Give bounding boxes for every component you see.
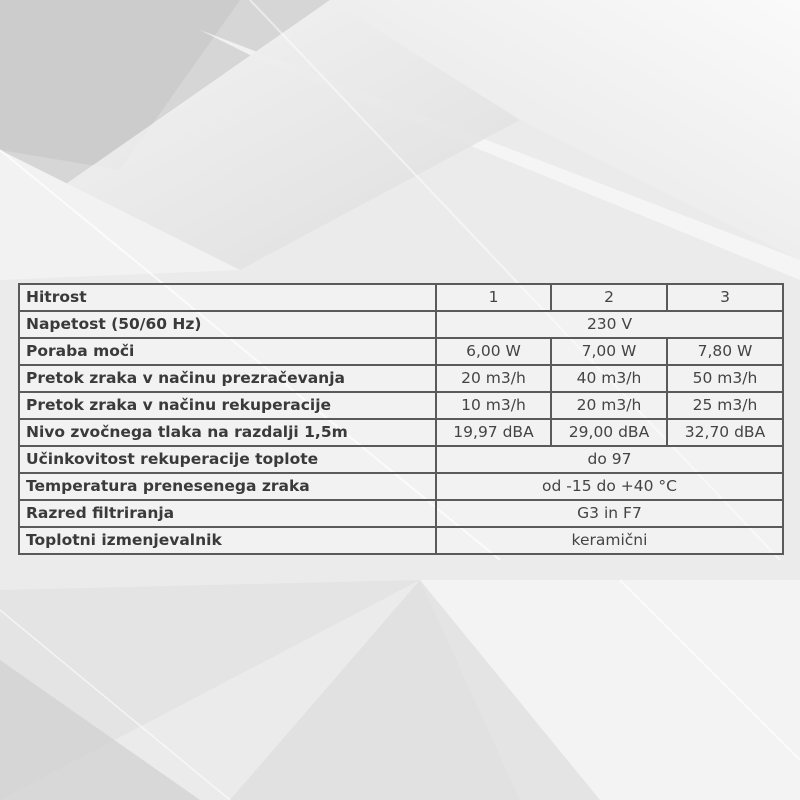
row-label: Napetost (50/60 Hz) [19,311,436,338]
row-label: Temperatura prenesenega zraka [19,473,436,500]
table-row-speed [19,284,783,311]
airflow-rec-3-cell: 25 m3/h [667,392,783,419]
speed-1-cell: 1 [436,284,551,311]
table-row-temperature [19,473,783,500]
table-row-power [19,338,783,365]
table-row-filtration [19,500,783,527]
specification-table [18,283,784,555]
row-label: Pretok zraka v načinu rekuperacije [19,392,436,419]
noise-1-cell: 19,97 dBA [436,419,551,446]
airflow-vent-1-cell: 20 m3/h [436,365,551,392]
power-1-cell: 6,00 W [436,338,551,365]
table-row-voltage [19,311,783,338]
efficiency-cell: do 97 [436,446,783,473]
row-label: Pretok zraka v načinu prezračevanja [19,365,436,392]
table-row-efficiency [19,446,783,473]
airflow-rec-1-cell: 10 m3/h [436,392,551,419]
row-label: Nivo zvočnega tlaka na razdalji 1,5m [19,419,436,446]
power-3-cell: 7,80 W [667,338,783,365]
table-row-airflow-recovery [19,392,783,419]
heat-exchanger-cell: keramični [436,527,783,554]
table-row-airflow-ventilation [19,365,783,392]
table-row-noise [19,419,783,446]
airflow-vent-3-cell: 50 m3/h [667,365,783,392]
temperature-cell: od -15 do +40 °C [436,473,783,500]
airflow-rec-2-cell: 20 m3/h [551,392,667,419]
row-label: Toplotni izmenjevalnik [19,527,436,554]
row-label: Hitrost [19,284,436,311]
noise-3-cell: 32,70 dBA [667,419,783,446]
voltage-cell: 230 V [436,311,783,338]
airflow-vent-2-cell: 40 m3/h [551,365,667,392]
table-row-heat-exchanger [19,527,783,554]
row-label: Poraba moči [19,338,436,365]
row-label: Učinkovitost rekuperacije toplote [19,446,436,473]
speed-2-cell: 2 [551,284,667,311]
filtration-cell: G3 in F7 [436,500,783,527]
noise-2-cell: 29,00 dBA [551,419,667,446]
power-2-cell: 7,00 W [551,338,667,365]
row-label: Razred filtriranja [19,500,436,527]
speed-3-cell: 3 [667,284,783,311]
